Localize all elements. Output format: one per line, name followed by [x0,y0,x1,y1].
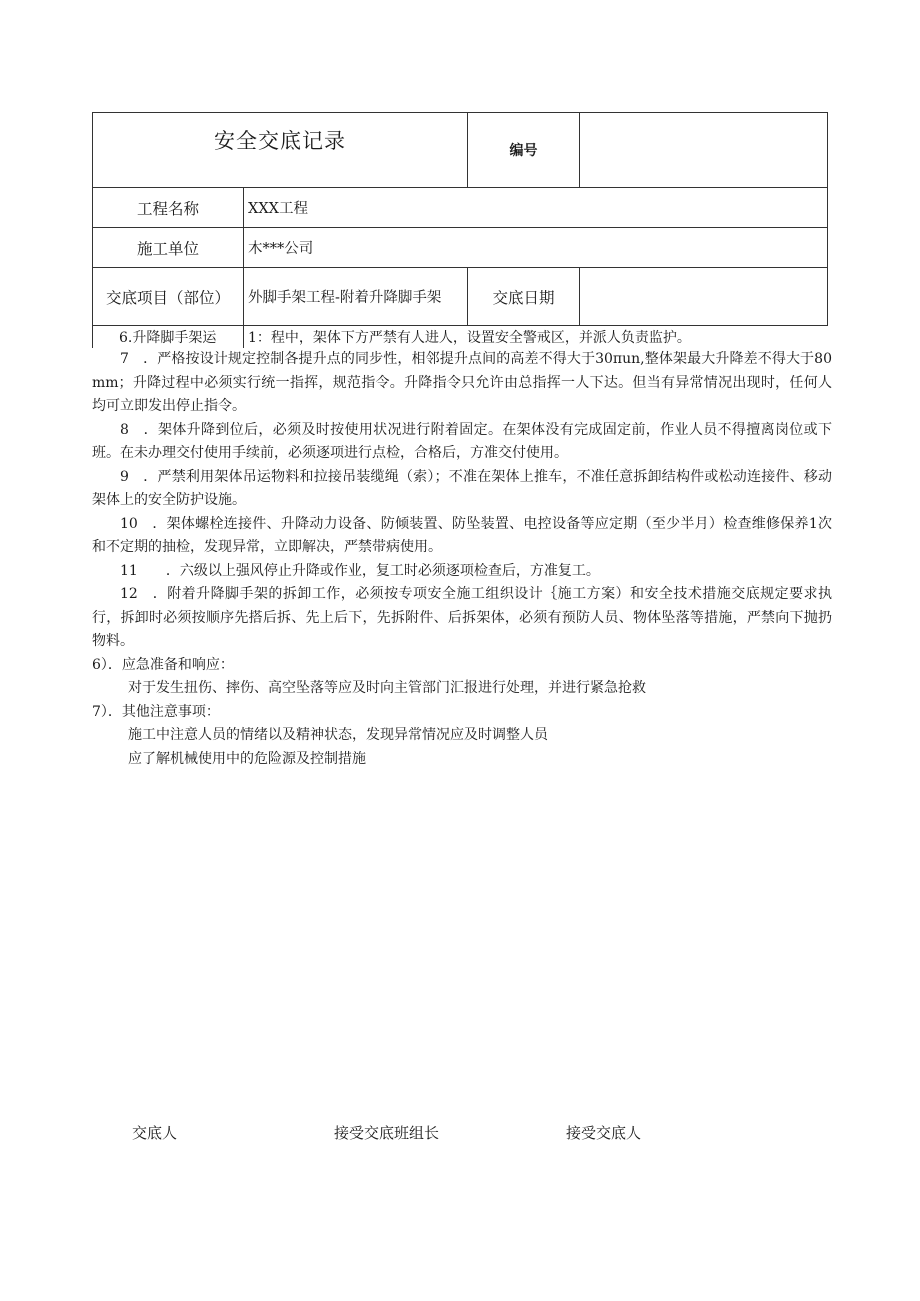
clause-12: 12 ．附着升降脚手架的拆卸工作，必须按专项安全施工组织设计｛施工方案）和安全技术措施交底规定要求执行，拆卸时必须按顺序先搭后拆、先上后下，先拆附件、后拆架体，必须有预防人员、物体坠落等措施，严禁向下抛扔物料。 [92,586,832,649]
item-label: 交底项目（部位） [93,268,244,326]
item-row [93,268,828,326]
date-label: 交底日期 [468,268,580,326]
project-name-row [93,188,828,228]
record-header-table [92,112,828,348]
section-7-line-2: 应了解机械使用中的危险源及控制措施 [128,750,366,767]
section-6-text: 对于发生扭伤、摔伤、高空坠落等应及时向主管部门汇报进行处理，并进行紧急抢救 [128,680,646,696]
clause-7: 7 ．严格按设计规定控制各提升点的同步性，相邻提升点间的高差不得大于30πun,整体架最大升降差不得大于80mm；升降过程中必须实行统一指挥，规范指令。升降指令只允许由总指挥一人下达。但当有异常情况出现时，任何人均可立即发出停止指令。 [92,351,832,414]
contractor-row [93,228,828,268]
item-value: 外脚手架工程-附着升降脚手架 [244,268,468,326]
signature-team-leader: 接受交底班组长 [334,1124,440,1142]
document-title: 安全交底记录 [93,113,468,188]
clause-11: 11 ．六级以上强风停止升降或作业，复工时必须逐项检查后，方准复工。 [120,562,600,579]
signature-receiver: 接受交底人 [566,1124,642,1142]
disclosure-body [92,348,832,771]
date-value [580,268,828,326]
project-name-label: 工程名称 [93,188,244,228]
contractor-label: 施工单位 [93,228,244,268]
project-name-value: XXX工程 [244,188,828,228]
section-6-heading: 6）．应急准备和响应： [92,656,234,673]
clause-8: 8 ．架体升降到位后，必须及时按使用状况进行附着固定。在架体没有完成固定前，作业人员不得擅离岗位或下班。在未办理交付使用手续前，必须逐项进行点检，合格后，方准交付使用。 [92,421,832,461]
number-label: 编号 [468,113,580,188]
number-value [580,113,828,188]
signature-discloser: 交底人 [132,1124,178,1142]
clause-6-row [93,326,828,348]
clause-6-left: 6.升降脚手架运 [93,326,244,348]
clause-6-right: 1：程中，架体下方严禁有人进人，设置安全警戒区，并派人负责监护。 [244,326,828,348]
title-row [93,113,828,188]
clause-10: 10 ．架体螺栓连接件、升降动力设备、防倾装置、防坠装置、电控设备等应定期（至少半月）检查维修保养1次和不定期的抽检，发现异常，立即解决，严禁带病使用。 [92,515,832,555]
contractor-value: 木***公司 [244,228,828,268]
clause-9: 9 ．严禁利用架体吊运物料和拉接吊装缆绳（索）；不准在架体上推车，不准任意拆卸结构件或松动连接件、移动架体上的安全防护设施。 [92,468,832,508]
section-7-line-1: 施工中注意人员的情绪以及精神状态，发现异常情况应及时调整人员 [128,727,548,743]
section-7-heading: 7）．其他注意事项： [92,703,220,720]
